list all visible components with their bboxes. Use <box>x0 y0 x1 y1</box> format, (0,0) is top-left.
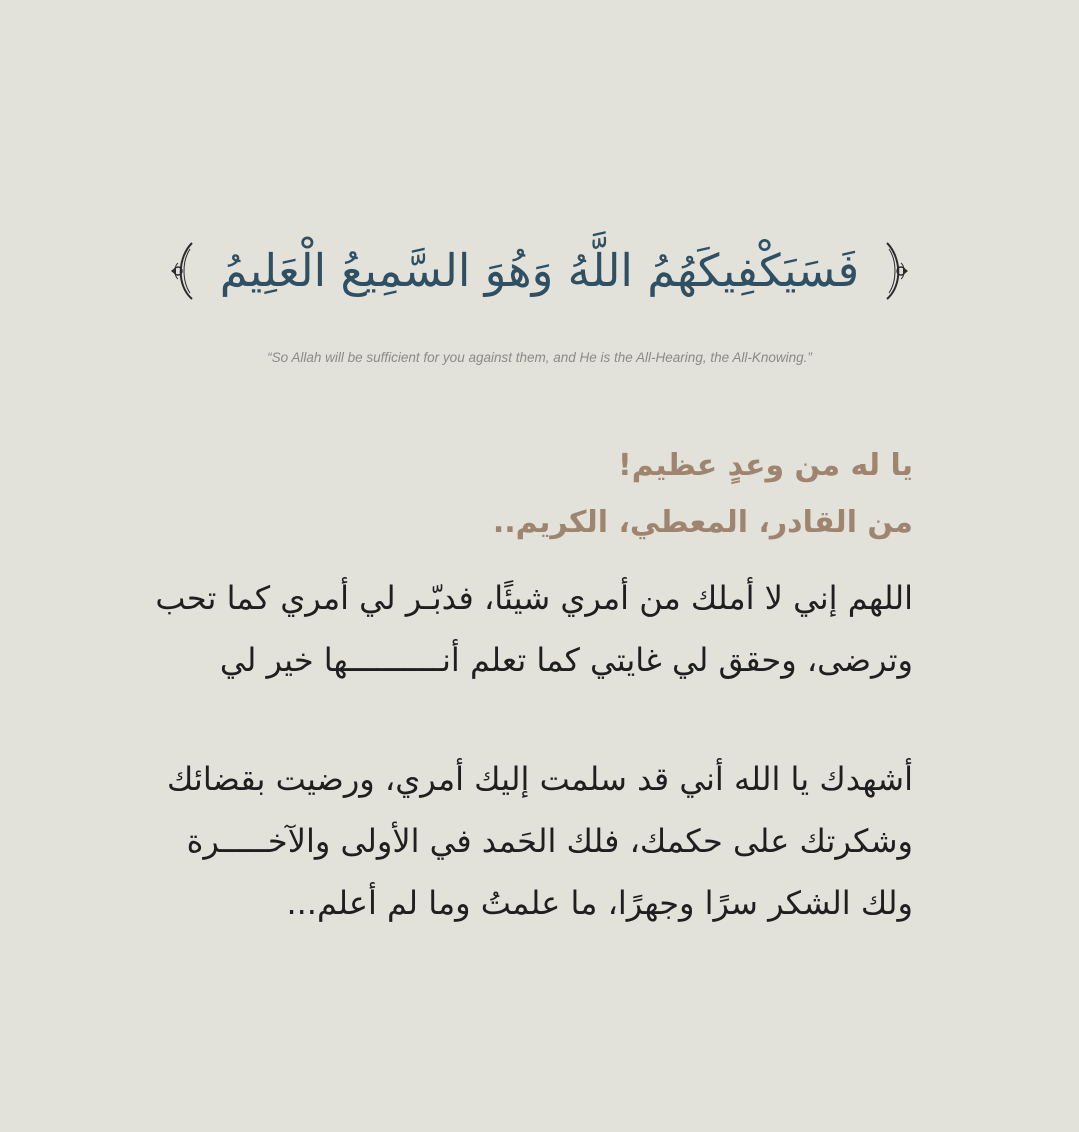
dua-paragraph-2 <box>153 748 913 934</box>
verse-arabic: فَسَيَكْفِيكَهُمُ اللَّهُ وَهُوَ السَّمِيعُ الْعَلِيمُ <box>219 244 860 297</box>
verse-row <box>0 226 1079 316</box>
ornate-bracket-icon <box>168 239 202 303</box>
dua-line: وترضى، وحقق لي غايتي كما تعلم أنــــــــــها خير لي <box>219 641 913 679</box>
dua-line: أشهدك يا الله أني قد سلمت إليك أمري، ورضيت بقضائك <box>166 760 913 798</box>
highlight-text <box>153 437 913 551</box>
highlight-line: يا له من وعدٍ عظيم! <box>618 448 913 483</box>
dua-paragraph-1 <box>153 567 913 691</box>
highlight-line: من القادر، المعطي، الكريم.. <box>492 505 913 540</box>
dua-line: وشكرتك على حكمك، فلك الحَمد في الأولى والآخـــــرة <box>186 822 913 860</box>
ornate-bracket-icon <box>877 239 911 303</box>
dua-line: ولك الشكر سرًا وجهرًا، ما علمتُ وما لم أعلم... <box>286 884 913 922</box>
dua-line: اللهم إني لا أملك من أمري شيئًا، فدبّـر لي أمري كما تحب <box>155 579 913 617</box>
verse-translation: “So Allah will be sufficient for you against them, and He is the All-Hearing, the All-Knowing.” <box>267 350 812 365</box>
